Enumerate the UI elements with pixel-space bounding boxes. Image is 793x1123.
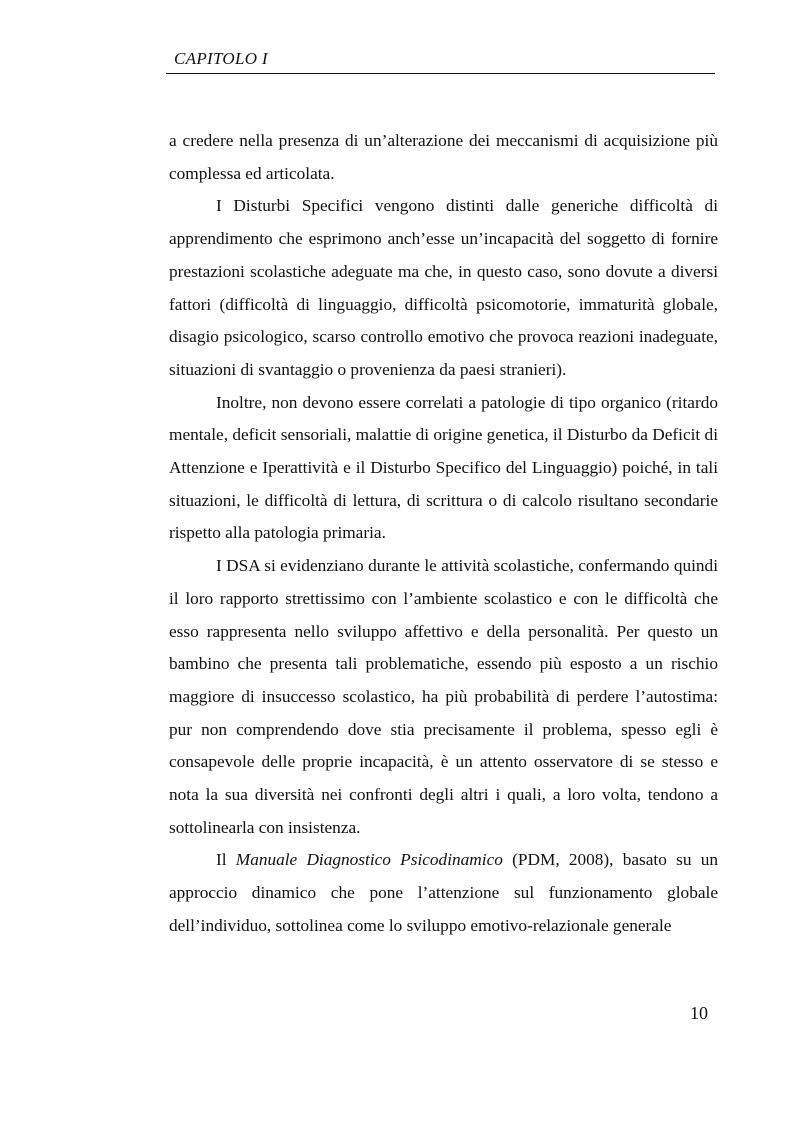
paragraph-patologie: Inoltre, non devono essere correlati a patologie di tipo organico (ritardo mentale, deficit sensoriali, malattie di origine genetica, il Disturbo da Deficit di Attenzione e Iperattività e il Disturbo Specifico del Linguaggio) poiché, in tali situazioni, le difficoltà di lettura, di scrittura o di calcolo risultano secondarie rispetto alla patologia primaria. xyxy=(169,392,718,543)
body-text xyxy=(169,125,718,943)
running-header xyxy=(166,47,715,74)
pdm-prefix: Il xyxy=(216,850,236,870)
pdm-suffix: (PDM, 2008), basato su un approccio dinamico che pone l’attenzione sul funzionamento globale dell’individuo, sottolinea come lo sviluppo emotivo-relazionale generale xyxy=(169,850,718,935)
chapter-title: CAPITOLO I xyxy=(174,49,268,68)
pdm-manual-title: Manuale Diagnostico Psicodinamico xyxy=(235,850,503,870)
paragraph-continuation: a credere nella presenza di un’alterazione dei meccanismi di acquisizione più complessa ed articolata. xyxy=(169,131,718,183)
paragraph-dsa: I DSA si evidenziano durante le attività scolastiche, confermando quindi il loro rapporto strettissimo con l’ambiente scolastico e con le difficoltà che esso rappresenta nello sviluppo affettivo e della personalità. Per questo un bambino che presenta tali problematiche, essendo più esposto a un rischio maggiore di insuccesso scolastico, ha più probabilità di perdere l’autostima: pur non comprendendo dove stia precisamente il problema, spesso egli è consapevole delle proprie incapacità, è un attento osservatore di se stesso e nota la sua diversità nei confronti degli altri i quali, a loro volta, tendono a sottolinearla con insistenza. xyxy=(169,556,718,837)
paragraph-disturbi-specifici: I Disturbi Specifici vengono distinti dalle generiche difficoltà di apprendimento che esprimono anch’esse un’incapacità del soggetto di fornire prestazioni scolastiche adeguate ma che, in questo caso, sono dovute a diversi fattori (difficoltà di linguaggio, difficoltà psicomotorie, immaturità globale, disagio psicologico, scarso controllo emotivo che provoca reazioni inadeguate, situazioni di svantaggio o provenienza da paesi stranieri). xyxy=(169,196,718,379)
page-number: 10 xyxy=(690,1003,708,1023)
paragraph-pdm xyxy=(169,844,718,942)
